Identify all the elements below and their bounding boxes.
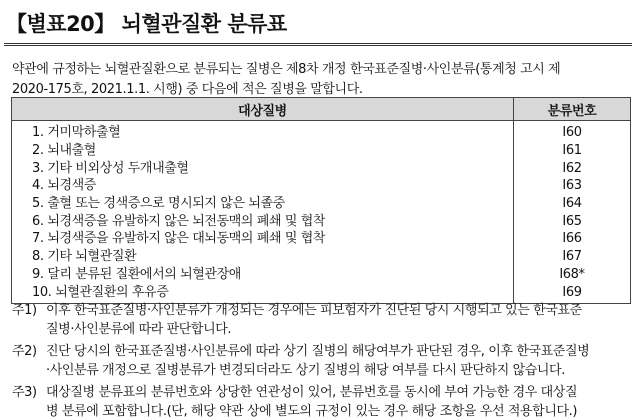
footnote — [12, 342, 634, 380]
code-cell: I66 — [514, 230, 631, 248]
table-row — [12, 212, 631, 230]
table-row — [12, 248, 631, 266]
table-header-row — [12, 98, 631, 121]
footnote-line: 병 분류에 포함합니다.(단, 해당 약관 상에 별도의 규정이 있는 경우 해당 조항을 우선 적용합니다.) — [46, 404, 578, 419]
column-header-disease: 대상질병 — [12, 98, 514, 121]
disease-name-cell: 6. 뇌경색증을 유발하지 않은 뇌전동맥의 폐쇄 및 협착 — [12, 212, 514, 230]
code-cell: I61 — [514, 142, 631, 160]
footnotes — [12, 301, 634, 419]
code-cell: I62 — [514, 159, 631, 177]
disease-name-cell: 2. 뇌내출혈 — [12, 142, 514, 160]
table-row — [12, 121, 631, 142]
footnote-line: 대상질병 분류표의 분류번호와 상당한 연관성이 있어, 분류번호를 동시에 부여 가능한 경우 대상질 — [46, 385, 578, 400]
footnote-line: ·사인분류 개정으로 질병분류가 변경되더라도 상기 질병의 해당 여부를 다시 판단하지 않습니다. — [46, 363, 565, 378]
footnote-label: 주1) — [12, 303, 37, 318]
disease-name-cell: 9. 달리 분류된 질환에서의 뇌혈관장애 — [12, 266, 514, 284]
code-cell: I60 — [514, 121, 631, 142]
title-divider — [4, 43, 632, 46]
table-row — [12, 159, 631, 177]
table-row — [12, 230, 631, 248]
footnote — [12, 301, 634, 339]
table-row — [12, 266, 631, 284]
code-cell: I65 — [514, 212, 631, 230]
footnote-text — [46, 383, 634, 419]
footnote-label: 주3) — [12, 385, 37, 400]
intro-line: 약관에 규정하는 뇌혈관질환으로 분류되는 질병은 제8차 개정 한국표준질병·사인분류(통계청 고시 제 — [12, 62, 561, 77]
footnote-label: 주2) — [12, 344, 37, 359]
code-cell: I64 — [514, 195, 631, 213]
disease-name-cell: 1. 거미막하출혈 — [12, 121, 514, 142]
footnote-line: 이후 한국표준질병·사인분류가 개정되는 경우에는 피보험자가 진단된 당시 시행되고 있는 한국표준 — [46, 303, 582, 318]
disease-name-cell: 5. 출혈 또는 경색증으로 명시되지 않은 뇌졸중 — [12, 195, 514, 213]
disease-name-cell: 4. 뇌경색증 — [12, 177, 514, 195]
disease-classification-table — [11, 97, 631, 304]
footnote-line: 진단 당시의 한국표준질병·사인분류에 따라 상기 질병의 해당여부가 판단된 경우, 이후 한국표준질병 — [46, 344, 590, 359]
code-cell: I63 — [514, 177, 631, 195]
disease-name-cell: 8. 기타 뇌혈관질환 — [12, 248, 514, 266]
code-cell: I68* — [514, 266, 631, 284]
intro-paragraph — [12, 60, 630, 100]
disease-name-cell: 3. 기타 비외상성 두개내출혈 — [12, 159, 514, 177]
disease-name-cell: 10. 뇌혈관질환의 후유증 — [12, 283, 514, 303]
footnote-text — [46, 301, 634, 339]
intro-line: 2020-175호, 2021.1.1. 시행) 중 다음에 적은 질병을 말합니다. — [12, 82, 363, 97]
table-row — [12, 195, 631, 213]
code-cell: I67 — [514, 248, 631, 266]
footnote-text — [46, 342, 634, 380]
code-cell: I69 — [514, 283, 631, 303]
footnote — [12, 383, 634, 419]
disease-name-cell: 7. 뇌경색증을 유발하지 않은 대뇌동맥의 폐쇄 및 협착 — [12, 230, 514, 248]
table-row — [12, 177, 631, 195]
table-row — [12, 142, 631, 160]
footnote-line: 질병·사인분류에 따라 판단합니다. — [46, 322, 232, 337]
document-title: 【별표20】 뇌혈관질환 분류표 — [6, 12, 287, 36]
column-header-code: 분류번호 — [514, 98, 631, 121]
